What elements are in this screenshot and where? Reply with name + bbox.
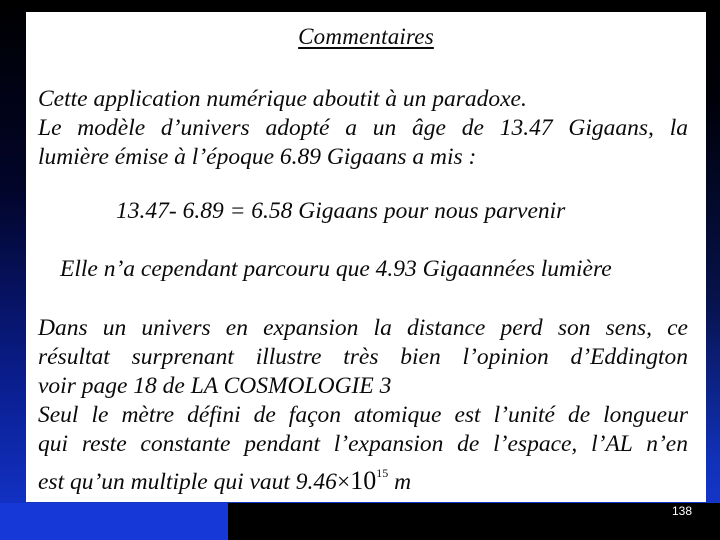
- paragraph-1-line-1: Cette application numérique aboutit à un paradoxe.: [38, 86, 527, 112]
- paragraph-1-line-2: Le modèle d’univers adopté a un âge de 13.47 Gigaans, la: [38, 115, 688, 141]
- page-number: 138: [672, 504, 693, 518]
- background-bottom-left-band: [0, 503, 228, 540]
- paragraph-3-line-4: Seul le mètre défini de façon atomique est l’unité de longueur: [38, 402, 688, 428]
- paragraph-3-line-2: résultat surprenant illustre très bien l’opinion d’Eddington: [38, 344, 688, 370]
- paragraph-1: [38, 85, 688, 172]
- power-base: 10: [350, 466, 377, 495]
- paragraph-3: [38, 314, 688, 497]
- equation-line: 13.47- 6.89 = 6.58 Gigaans pour nous parvenir: [116, 198, 566, 224]
- paragraph-3-line-1: Dans un univers en expansion la distance perd son sens, ce: [38, 315, 688, 341]
- slide-title: Commentaires: [298, 24, 434, 49]
- paragraph-3-line-3: voir page 18 de LA COSMOLOGIE 3: [38, 373, 392, 399]
- background-left-strip: [0, 0, 26, 540]
- times-symbol: ×: [336, 469, 351, 495]
- background-bottom-right-band: [228, 503, 720, 540]
- exponent: 15: [376, 466, 389, 480]
- slide-page: [26, 12, 706, 502]
- paragraph-1-line-3: lumière émise à l’époque 6.89 Gigaans a mis :: [38, 144, 477, 170]
- last-line-prefix: est qu’un multiple qui vaut 9.46: [38, 469, 337, 495]
- unit: m: [394, 469, 412, 495]
- paragraph-3-line-5: qui reste constante pendant l’expansion de l’espace, l’AL n’en: [38, 431, 688, 457]
- paragraph-3-line-6: [38, 459, 688, 497]
- distance-sentence: Elle n’a cependant parcouru que 4.93 Gigaannées lumière: [60, 256, 612, 282]
